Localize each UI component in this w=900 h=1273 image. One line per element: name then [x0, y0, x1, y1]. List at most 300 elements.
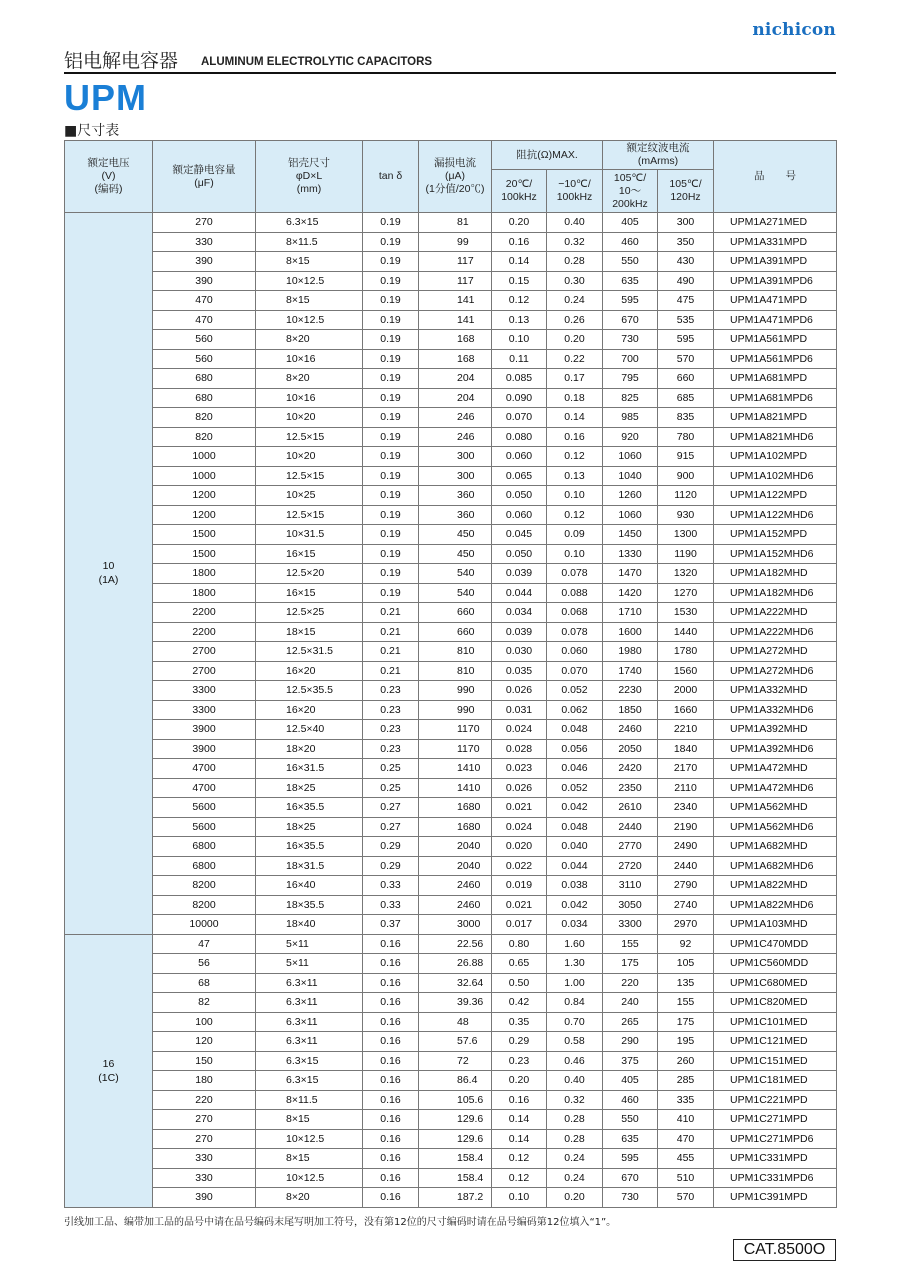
cell-capacitance: 390	[153, 1188, 256, 1208]
cell-imp-20c: 0.028	[492, 739, 547, 759]
cell-part-number: UPM1C181MED	[714, 1071, 837, 1091]
cell-capacitance: 680	[153, 388, 256, 408]
table-row	[65, 388, 837, 408]
cell-part-number: UPM1C271MPD6	[714, 1129, 837, 1149]
cell-case-size: 12.5×15	[256, 505, 363, 525]
cell-case-size: 5×11	[256, 954, 363, 974]
cell-imp-m10c: 0.24	[547, 1168, 603, 1188]
cell-ripple-120hz: 2190	[658, 817, 714, 837]
table-row	[65, 583, 837, 603]
table-row	[65, 505, 837, 525]
table-row	[65, 408, 837, 428]
cell-imp-20c: 0.050	[492, 544, 547, 564]
cell-ripple-120hz: 195	[658, 1032, 714, 1052]
cell-ripple-120hz: 175	[658, 1012, 714, 1032]
cell-imp-20c: 0.090	[492, 388, 547, 408]
cell-capacitance: 5600	[153, 817, 256, 837]
cell-part-number: UPM1C391MPD	[714, 1188, 837, 1208]
cell-leakage: 72	[419, 1051, 492, 1071]
cell-imp-m10c: 1.30	[547, 954, 603, 974]
table-row	[65, 993, 837, 1013]
table-row	[65, 349, 837, 369]
cell-imp-20c: 0.020	[492, 837, 547, 857]
cell-part-number: UPM1A222MHD6	[714, 622, 837, 642]
cell-imp-20c: 0.070	[492, 408, 547, 428]
cell-tan-delta: 0.16	[363, 1188, 419, 1208]
cell-leakage: 2040	[419, 837, 492, 857]
cell-capacitance: 2700	[153, 642, 256, 662]
cell-capacitance: 1500	[153, 525, 256, 545]
cell-imp-20c: 0.024	[492, 720, 547, 740]
cell-case-size: 6.3×15	[256, 213, 363, 233]
cell-capacitance: 560	[153, 349, 256, 369]
cell-leakage: 39.36	[419, 993, 492, 1013]
cell-capacitance: 1500	[153, 544, 256, 564]
cell-capacitance: 8200	[153, 876, 256, 896]
cell-leakage: 141	[419, 291, 492, 311]
cell-ripple-high: 1450	[603, 525, 658, 545]
cell-ripple-120hz: 915	[658, 447, 714, 467]
cell-ripple-120hz: 155	[658, 993, 714, 1013]
cell-capacitance: 1200	[153, 505, 256, 525]
cell-case-size: 6.3×11	[256, 993, 363, 1013]
cell-imp-m10c: 0.048	[547, 720, 603, 740]
cell-tan-delta: 0.16	[363, 1071, 419, 1091]
cell-leakage: 48	[419, 1012, 492, 1032]
cell-leakage: 810	[419, 642, 492, 662]
cell-part-number: UPM1A822MHD	[714, 876, 837, 896]
cell-case-size: 8×11.5	[256, 232, 363, 252]
cell-imp-20c: 0.10	[492, 330, 547, 350]
cell-leakage: 450	[419, 525, 492, 545]
cell-leakage: 22.56	[419, 934, 492, 954]
cell-part-number: UPM1A332MHD	[714, 681, 837, 701]
cell-tan-delta: 0.16	[363, 1051, 419, 1071]
cell-tan-delta: 0.19	[363, 486, 419, 506]
cell-tan-delta: 0.23	[363, 720, 419, 740]
cell-imp-m10c: 0.052	[547, 778, 603, 798]
cell-capacitance: 270	[153, 1110, 256, 1130]
cell-capacitance: 330	[153, 232, 256, 252]
cell-capacitance: 3300	[153, 681, 256, 701]
cell-ripple-high: 220	[603, 973, 658, 993]
cell-leakage: 360	[419, 486, 492, 506]
series-name: UPM	[64, 77, 147, 118]
cell-ripple-high: 2460	[603, 720, 658, 740]
cell-leakage: 204	[419, 388, 492, 408]
cell-ripple-120hz: 1780	[658, 642, 714, 662]
cell-ripple-high: 1600	[603, 622, 658, 642]
cell-ripple-120hz: 475	[658, 291, 714, 311]
cell-capacitance: 1800	[153, 583, 256, 603]
cell-tan-delta: 0.19	[363, 388, 419, 408]
table-row	[65, 817, 837, 837]
cell-capacitance: 68	[153, 973, 256, 993]
cell-ripple-high: 290	[603, 1032, 658, 1052]
cell-ripple-high: 635	[603, 1129, 658, 1149]
cell-capacitance: 330	[153, 1168, 256, 1188]
cell-ripple-high: 3110	[603, 876, 658, 896]
header-voltage: 额定电压 (V) (编码)	[65, 141, 153, 213]
cell-ripple-120hz: 780	[658, 427, 714, 447]
cell-ripple-120hz: 1840	[658, 739, 714, 759]
cell-part-number: UPM1A681MPD6	[714, 388, 837, 408]
cell-ripple-120hz: 2970	[658, 915, 714, 935]
table-row	[65, 1149, 837, 1169]
cell-imp-m10c: 0.034	[547, 915, 603, 935]
table-row	[65, 661, 837, 681]
cell-leakage: 1170	[419, 720, 492, 740]
cell-case-size: 16×20	[256, 661, 363, 681]
cell-leakage: 2460	[419, 895, 492, 915]
cell-leakage: 246	[419, 408, 492, 428]
cell-capacitance: 6800	[153, 856, 256, 876]
cell-imp-m10c: 0.042	[547, 895, 603, 915]
cell-imp-20c: 0.16	[492, 232, 547, 252]
cell-imp-m10c: 0.22	[547, 349, 603, 369]
voltage-code: (1C)	[98, 1071, 119, 1084]
cell-ripple-high: 265	[603, 1012, 658, 1032]
cell-capacitance: 220	[153, 1090, 256, 1110]
cell-capacitance: 1800	[153, 564, 256, 584]
cell-tan-delta: 0.16	[363, 1149, 419, 1169]
cell-imp-20c: 0.035	[492, 661, 547, 681]
cell-imp-20c: 0.23	[492, 1051, 547, 1071]
cell-imp-m10c: 0.58	[547, 1032, 603, 1052]
cell-ripple-high: 730	[603, 330, 658, 350]
cell-tan-delta: 0.16	[363, 1110, 419, 1130]
cell-imp-m10c: 0.14	[547, 408, 603, 428]
cell-tan-delta: 0.29	[363, 856, 419, 876]
cell-ripple-120hz: 455	[658, 1149, 714, 1169]
cell-imp-m10c: 0.24	[547, 291, 603, 311]
cell-capacitance: 680	[153, 369, 256, 389]
cell-leakage: 26.88	[419, 954, 492, 974]
cell-part-number: UPM1A332MHD6	[714, 700, 837, 720]
cell-ripple-high: 2720	[603, 856, 658, 876]
cell-leakage: 660	[419, 622, 492, 642]
cell-tan-delta: 0.23	[363, 739, 419, 759]
cell-voltage	[65, 213, 153, 935]
cell-ripple-120hz: 930	[658, 505, 714, 525]
cell-capacitance: 150	[153, 1051, 256, 1071]
cell-capacitance: 1200	[153, 486, 256, 506]
cell-capacitance: 5600	[153, 798, 256, 818]
cell-imp-20c: 0.026	[492, 778, 547, 798]
table-row	[65, 915, 837, 935]
cell-ripple-120hz: 685	[658, 388, 714, 408]
cell-case-size: 12.5×15	[256, 466, 363, 486]
cell-imp-20c: 0.030	[492, 642, 547, 662]
cell-case-size: 12.5×35.5	[256, 681, 363, 701]
cell-imp-m10c: 1.60	[547, 934, 603, 954]
cell-leakage: 660	[419, 603, 492, 623]
cell-case-size: 10×31.5	[256, 525, 363, 545]
title-english: ALUMINUM ELECTROLYTIC CAPACITORS	[201, 56, 433, 68]
cell-case-size: 12.5×15	[256, 427, 363, 447]
section-title: ■尺寸表	[64, 123, 120, 139]
cell-ripple-120hz: 1300	[658, 525, 714, 545]
table-row	[65, 1129, 837, 1149]
cell-part-number: UPM1A391MPD	[714, 252, 837, 272]
cell-capacitance: 120	[153, 1032, 256, 1052]
cell-case-size: 12.5×31.5	[256, 642, 363, 662]
cell-ripple-120hz: 1440	[658, 622, 714, 642]
cell-leakage: 3000	[419, 915, 492, 935]
cell-capacitance: 820	[153, 427, 256, 447]
cell-capacitance: 820	[153, 408, 256, 428]
voltage-code: (1A)	[98, 574, 119, 587]
table-row	[65, 544, 837, 564]
table-row	[65, 642, 837, 662]
cell-imp-20c: 0.14	[492, 1129, 547, 1149]
cell-ripple-120hz: 2110	[658, 778, 714, 798]
cell-case-size: 18×25	[256, 778, 363, 798]
cell-tan-delta: 0.19	[363, 349, 419, 369]
cell-imp-20c: 0.65	[492, 954, 547, 974]
table-row	[65, 837, 837, 857]
voltage-value: 16	[102, 1057, 115, 1070]
cell-capacitance: 270	[153, 213, 256, 233]
table-row	[65, 934, 837, 954]
cell-part-number: UPM1A392MHD	[714, 720, 837, 740]
cell-tan-delta: 0.33	[363, 876, 419, 896]
table-row	[65, 759, 837, 779]
cell-part-number: UPM1A471MPD6	[714, 310, 837, 330]
cell-case-size: 12.5×25	[256, 603, 363, 623]
cell-imp-m10c: 0.20	[547, 330, 603, 350]
cell-ripple-high: 635	[603, 271, 658, 291]
cell-capacitance: 1000	[153, 466, 256, 486]
cell-case-size: 18×15	[256, 622, 363, 642]
cell-ripple-120hz: 535	[658, 310, 714, 330]
cell-tan-delta: 0.19	[363, 466, 419, 486]
cell-tan-delta: 0.16	[363, 1129, 419, 1149]
cell-imp-m10c: 0.042	[547, 798, 603, 818]
cell-leakage: 450	[419, 544, 492, 564]
cell-tan-delta: 0.16	[363, 993, 419, 1013]
cell-ripple-high: 595	[603, 291, 658, 311]
cell-leakage: 540	[419, 583, 492, 603]
cell-ripple-120hz: 1320	[658, 564, 714, 584]
cell-part-number: UPM1C680MED	[714, 973, 837, 993]
cell-ripple-high: 825	[603, 388, 658, 408]
table-row	[65, 1071, 837, 1091]
cell-ripple-high: 405	[603, 213, 658, 233]
cell-case-size: 8×15	[256, 1149, 363, 1169]
cell-ripple-high: 2350	[603, 778, 658, 798]
table-row	[65, 213, 837, 233]
cell-capacitance: 1000	[153, 447, 256, 467]
cell-capacitance: 3300	[153, 700, 256, 720]
cell-ripple-120hz: 510	[658, 1168, 714, 1188]
cell-leakage: 81	[419, 213, 492, 233]
cell-imp-20c: 0.12	[492, 1149, 547, 1169]
table-row	[65, 1090, 837, 1110]
cell-ripple-high: 1260	[603, 486, 658, 506]
cell-leakage: 1680	[419, 798, 492, 818]
cell-ripple-high: 240	[603, 993, 658, 1013]
cell-leakage: 141	[419, 310, 492, 330]
cell-imp-m10c: 1.00	[547, 973, 603, 993]
cell-tan-delta: 0.19	[363, 447, 419, 467]
cell-ripple-high: 2440	[603, 817, 658, 837]
header-imp-20c: 20℃/ 100kHz	[492, 170, 547, 213]
cell-case-size: 18×40	[256, 915, 363, 935]
table-row	[65, 895, 837, 915]
cell-case-size: 8×20	[256, 1188, 363, 1208]
cell-part-number: UPM1C331MPD6	[714, 1168, 837, 1188]
cell-tan-delta: 0.25	[363, 759, 419, 779]
table-row	[65, 1051, 837, 1071]
cell-ripple-120hz: 570	[658, 349, 714, 369]
cell-imp-m10c: 0.052	[547, 681, 603, 701]
cell-tan-delta: 0.33	[363, 895, 419, 915]
cell-tan-delta: 0.19	[363, 525, 419, 545]
cell-capacitance: 470	[153, 310, 256, 330]
cell-ripple-high: 2610	[603, 798, 658, 818]
header-part-number: 品 号	[714, 141, 837, 213]
cell-imp-20c: 0.15	[492, 271, 547, 291]
cell-leakage: 117	[419, 271, 492, 291]
cell-capacitance: 180	[153, 1071, 256, 1091]
cell-tan-delta: 0.23	[363, 681, 419, 701]
cell-ripple-high: 1420	[603, 583, 658, 603]
cell-capacitance: 330	[153, 1149, 256, 1169]
cell-capacitance: 10000	[153, 915, 256, 935]
cell-imp-m10c: 0.060	[547, 642, 603, 662]
cell-case-size: 18×20	[256, 739, 363, 759]
cell-imp-20c: 0.20	[492, 213, 547, 233]
cell-imp-20c: 0.085	[492, 369, 547, 389]
cell-ripple-120hz: 2340	[658, 798, 714, 818]
cell-imp-20c: 0.065	[492, 466, 547, 486]
cell-imp-20c: 0.10	[492, 1188, 547, 1208]
table-row	[65, 252, 837, 272]
cell-ripple-high: 1980	[603, 642, 658, 662]
cell-imp-20c: 0.026	[492, 681, 547, 701]
cell-imp-20c: 0.29	[492, 1032, 547, 1052]
cell-ripple-high: 1060	[603, 447, 658, 467]
table-row	[65, 603, 837, 623]
cell-leakage: 360	[419, 505, 492, 525]
header-case-size: 铝壳尺寸 φD×L (mm)	[256, 141, 363, 213]
table-row	[65, 1168, 837, 1188]
cell-imp-m10c: 0.26	[547, 310, 603, 330]
cell-imp-m10c: 0.18	[547, 388, 603, 408]
header-ripple: 额定纹波电流 (mArms)	[603, 141, 714, 170]
cell-ripple-high: 175	[603, 954, 658, 974]
cell-imp-20c: 0.031	[492, 700, 547, 720]
cell-part-number: UPM1A821MPD	[714, 408, 837, 428]
cell-leakage: 2040	[419, 856, 492, 876]
cell-ripple-120hz: 2490	[658, 837, 714, 857]
cell-imp-m10c: 0.10	[547, 544, 603, 564]
cell-imp-20c: 0.024	[492, 817, 547, 837]
cell-imp-20c: 0.50	[492, 973, 547, 993]
cell-case-size: 16×15	[256, 544, 363, 564]
cell-case-size: 6.3×11	[256, 973, 363, 993]
cell-ripple-high: 1740	[603, 661, 658, 681]
cell-imp-20c: 0.060	[492, 447, 547, 467]
cell-tan-delta: 0.21	[363, 622, 419, 642]
dimension-table	[64, 140, 837, 1208]
header-leakage: 漏损电流 (μA) (1分值/20℃)	[419, 141, 492, 213]
cell-imp-m10c: 0.068	[547, 603, 603, 623]
cell-ripple-high: 3300	[603, 915, 658, 935]
cell-case-size: 8×15	[256, 1110, 363, 1130]
cell-leakage: 1410	[419, 759, 492, 779]
cell-imp-m10c: 0.70	[547, 1012, 603, 1032]
cell-case-size: 6.3×11	[256, 1012, 363, 1032]
cell-tan-delta: 0.19	[363, 291, 419, 311]
cell-part-number: UPM1A822MHD6	[714, 895, 837, 915]
cell-case-size: 6.3×15	[256, 1051, 363, 1071]
cell-leakage: 2460	[419, 876, 492, 896]
cell-tan-delta: 0.19	[363, 271, 419, 291]
cell-imp-m10c: 0.20	[547, 1188, 603, 1208]
cell-part-number: UPM1A562MHD	[714, 798, 837, 818]
cell-leakage: 168	[419, 349, 492, 369]
cell-part-number: UPM1C121MED	[714, 1032, 837, 1052]
table-row	[65, 466, 837, 486]
cell-capacitance: 270	[153, 1129, 256, 1149]
cell-part-number: UPM1A222MHD	[714, 603, 837, 623]
cell-part-number: UPM1A561MPD	[714, 330, 837, 350]
header-capacitance: 额定静电容量 (μF)	[153, 141, 256, 213]
table-row	[65, 876, 837, 896]
cell-tan-delta: 0.19	[363, 330, 419, 350]
cell-ripple-high: 595	[603, 1149, 658, 1169]
cell-part-number: UPM1C271MPD	[714, 1110, 837, 1130]
cell-leakage: 990	[419, 681, 492, 701]
cell-imp-20c: 0.019	[492, 876, 547, 896]
table-row	[65, 1012, 837, 1032]
cell-ripple-high: 1470	[603, 564, 658, 584]
table-row	[65, 447, 837, 467]
cell-part-number: UPM1A122MPD	[714, 486, 837, 506]
cell-tan-delta: 0.21	[363, 603, 419, 623]
cell-case-size: 10×16	[256, 349, 363, 369]
cell-ripple-120hz: 410	[658, 1110, 714, 1130]
voltage-value: 10	[102, 560, 115, 573]
cell-capacitance: 2200	[153, 622, 256, 642]
cell-ripple-120hz: 2170	[658, 759, 714, 779]
cell-imp-m10c: 0.078	[547, 564, 603, 584]
table-row	[65, 798, 837, 818]
cell-imp-m10c: 0.32	[547, 1090, 603, 1110]
cell-case-size: 10×12.5	[256, 271, 363, 291]
cell-leakage: 129.6	[419, 1110, 492, 1130]
cell-case-size: 8×20	[256, 369, 363, 389]
cell-tan-delta: 0.16	[363, 934, 419, 954]
cell-ripple-high: 550	[603, 252, 658, 272]
cell-imp-20c: 0.35	[492, 1012, 547, 1032]
cell-tan-delta: 0.19	[363, 544, 419, 564]
cell-ripple-high: 3050	[603, 895, 658, 915]
cell-part-number: UPM1A152MPD	[714, 525, 837, 545]
cell-case-size: 16×40	[256, 876, 363, 896]
cell-ripple-high: 550	[603, 1110, 658, 1130]
cell-imp-m10c: 0.28	[547, 252, 603, 272]
cell-tan-delta: 0.19	[363, 408, 419, 428]
cell-capacitance: 4700	[153, 759, 256, 779]
cell-ripple-high: 670	[603, 310, 658, 330]
cell-imp-m10c: 0.062	[547, 700, 603, 720]
cell-imp-m10c: 0.84	[547, 993, 603, 1013]
cell-part-number: UPM1C221MPD	[714, 1090, 837, 1110]
cell-ripple-high: 460	[603, 232, 658, 252]
